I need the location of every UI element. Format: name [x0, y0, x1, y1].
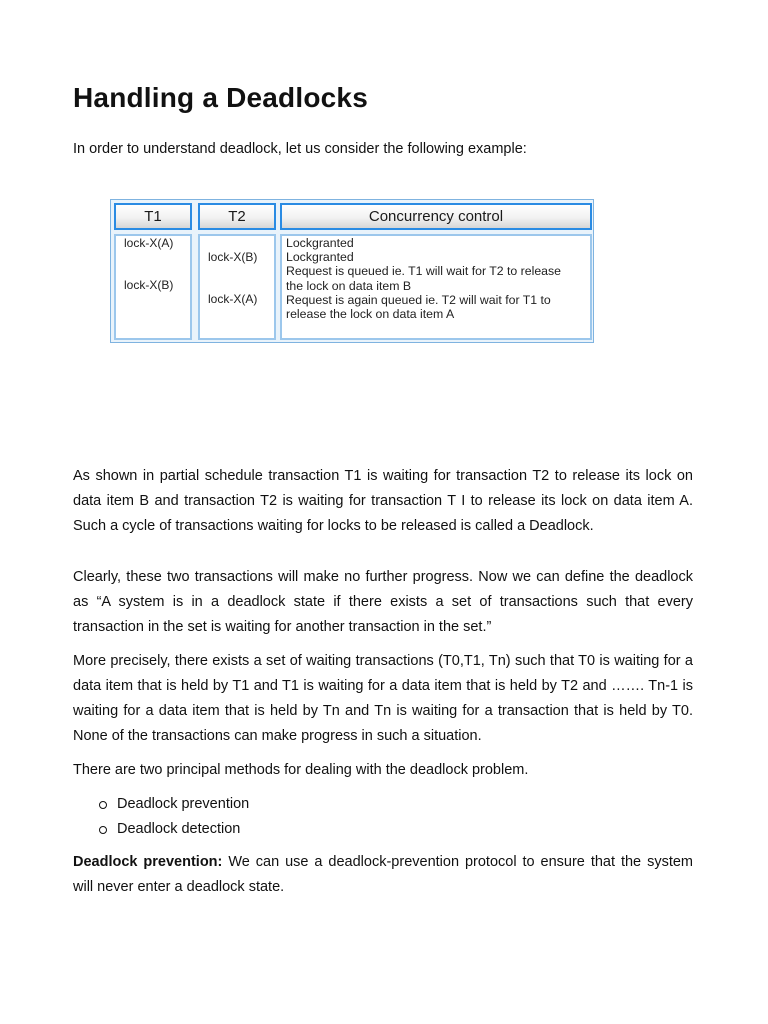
- cc-line: Lockgranted: [286, 250, 354, 265]
- intro-text: In order to understand deadlock, let us consider the following example:: [73, 141, 527, 157]
- circle-bullet-icon: [99, 801, 107, 809]
- paragraph-4: There are two principal methods for dealing with the deadlock problem.: [73, 762, 529, 778]
- list-item-label: Deadlock detection: [117, 821, 241, 837]
- prevention-text: We can use a deadlock-prevention protocol to ensure that the system will never enter a deadlock state.: [73, 854, 693, 895]
- paragraph-3: More precisely, there exists a set of waiting transactions (T0,T1, Tn) such that T0 is waiting for a data item that is held by T1 and T1 is waiting for a data item that is held by T2 and ……. Tn-1 is waiting for a data item that is held by Tn and Tn is waiting for a transaction that is held by T0. None of the transactions can make progress in such a situation.: [73, 653, 693, 744]
- methods-list: [99, 792, 249, 842]
- paragraph-1: As shown in partial schedule transaction T1 is waiting for transaction T2 to release its lock on data item B and transaction T2 is waiting for transaction T I to release its lock on data item A. Such a cycle of transactions waiting for locks to be released is called a Deadlock.: [73, 468, 693, 534]
- t2-op: lock-X(B): [208, 250, 258, 264]
- list-item: [99, 792, 249, 817]
- list-item-label: Deadlock prevention: [117, 796, 250, 812]
- t1-op: lock-X(B): [124, 278, 174, 292]
- header-t2: T2: [198, 203, 276, 230]
- t2-column: [198, 234, 276, 340]
- schedule-table: [110, 199, 594, 343]
- header-concurrency-control: Concurrency control: [280, 203, 592, 230]
- cc-line: release the lock on data item A: [286, 307, 455, 322]
- t1-op: lock-X(A): [124, 236, 174, 250]
- t2-op: lock-X(A): [208, 292, 258, 306]
- list-item: [99, 817, 249, 842]
- prevention-label: Deadlock prevention:: [73, 854, 223, 870]
- t1-column: [114, 234, 192, 340]
- circle-bullet-icon: [99, 826, 107, 834]
- page-title: Handling a Deadlocks: [73, 82, 368, 113]
- header-t1: T1: [114, 203, 192, 230]
- cc-line: Request is again queued ie. T2 will wait for T1 to: [286, 292, 551, 307]
- cc-line: the lock on data item B: [286, 278, 412, 293]
- concurrency-control-column: [280, 234, 592, 340]
- prevention-paragraph: [73, 850, 693, 900]
- cc-line: Request is queued ie. T1 will wait for T2 to release: [286, 264, 562, 279]
- paragraph-2: Clearly, these two transactions will make no further progress. Now we can define the deadlock as “A system is in a deadlock state if there exists a set of transactions such that every transaction in the set is waiting for another transaction in the set.”: [73, 569, 693, 635]
- cc-line: Lockgranted: [286, 236, 354, 250]
